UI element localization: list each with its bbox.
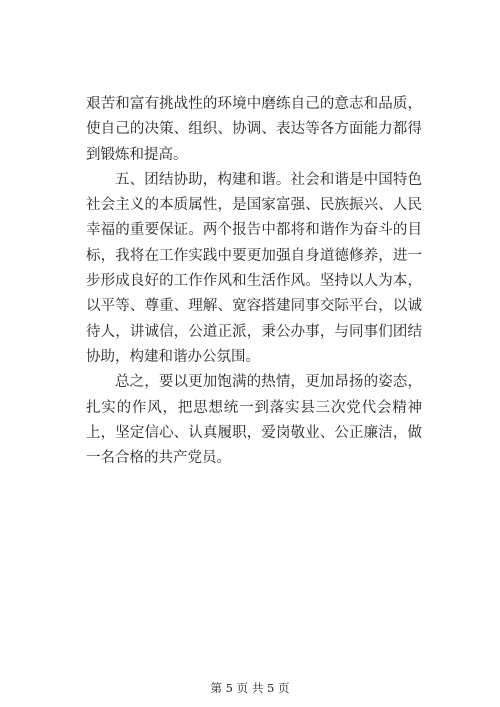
paragraph-1: 艰苦和富有挑战性的环境中磨练自己的意志和品质，使自己的决策、组织、协调、表达等各方面能力都得到锻炼和提高。 <box>86 96 422 163</box>
paragraph-2: 五、团结协助，构建和谐。社会和谐是中国特色社会主义的本质属性，是国家富强、民族振兴、人民幸福的重要保证。两个报告中都将和谐作为奋斗的目标，我将在工作实践中要更加强自身道德修养，进一步形成良好的工作作风和生活作风。坚持以人为本，以平等、尊重、理解、宽容搭建同事交际平台，以诚待人，讲诚信，公道正派，秉公办事，与同事们团结协助，构建和谐办公氛围。 <box>86 171 422 365</box>
page-number-footer: 第 5 页 共 5 页 <box>210 681 290 695</box>
document-body <box>86 92 422 471</box>
paragraph-3: 总之，要以更加饱满的热情，更加昂扬的姿态，扎实的作风，把思想统一到落实县三次党代会精神上，坚定信心、认真履职，爱岗敬业、公正廉洁，做一名合格的共产党员。 <box>86 374 422 467</box>
